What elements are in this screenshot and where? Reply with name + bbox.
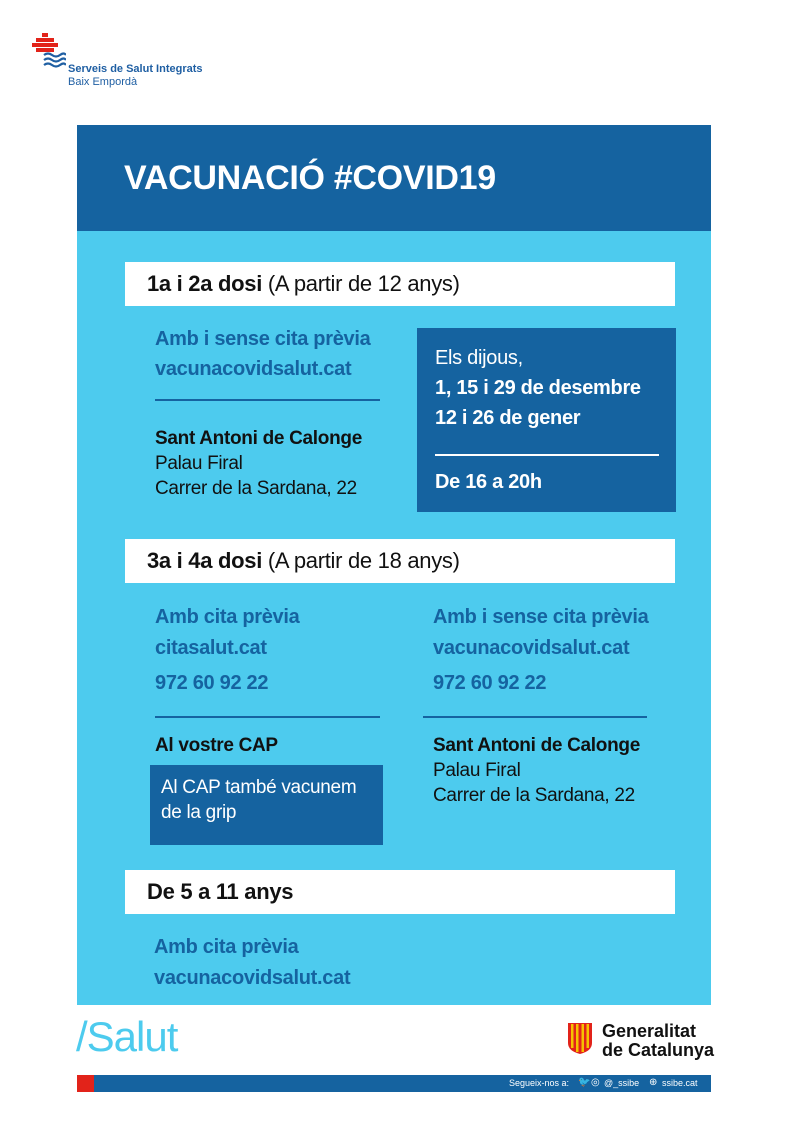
section2-right-cita: Amb i sense cita prèvia bbox=[433, 606, 649, 628]
section1-title: 1a i 2a dosi (A partir de 12 anys) bbox=[147, 271, 460, 296]
section2-left-web[interactable]: citasalut.cat bbox=[155, 637, 267, 659]
cap-note-box bbox=[150, 765, 383, 845]
section1-left-place: Sant Antoni de Calonge bbox=[155, 428, 362, 449]
generalitat-name-line1: Generalitat bbox=[602, 1021, 697, 1041]
cap-note-line2: de la grip bbox=[161, 802, 237, 823]
footer-bar bbox=[94, 1075, 711, 1092]
poster bbox=[77, 125, 711, 1005]
section2-right-web[interactable]: vacunacovidsalut.cat bbox=[433, 637, 630, 659]
section1-title-bar bbox=[125, 262, 675, 306]
section3-title-bar bbox=[125, 870, 675, 914]
logo-name: Serveis de Salut Integrats bbox=[68, 63, 203, 75]
section2-left-cita: Amb cita prèvia bbox=[155, 606, 300, 628]
divider bbox=[435, 454, 659, 456]
ssibe-logo-icon bbox=[32, 33, 66, 73]
generalitat-emblem-icon bbox=[566, 1021, 594, 1055]
social-handle[interactable]: @_ssibe bbox=[604, 1078, 640, 1088]
section2-left-place: Al vostre CAP bbox=[155, 735, 278, 756]
schedule-dates-1: 1, 15 i 29 de desembre bbox=[435, 377, 641, 399]
section1-left-web[interactable]: vacunacovidsalut.cat bbox=[155, 358, 352, 380]
logo-area: Baix Empordà bbox=[68, 76, 138, 88]
site-link[interactable]: ssibe.cat bbox=[662, 1078, 698, 1088]
schedule-intro: Els dijous, bbox=[435, 347, 523, 369]
section2-title: 3a i 4a dosi (A partir de 18 anys) bbox=[147, 548, 460, 573]
section1-schedule-box bbox=[417, 328, 676, 512]
section2-right-phone[interactable]: 972 60 92 22 bbox=[433, 672, 547, 694]
follow-label: Segueix-nos a: bbox=[509, 1078, 570, 1088]
red-accent-square bbox=[77, 1075, 94, 1092]
section1-left-cita: Amb i sense cita prèvia bbox=[155, 328, 371, 350]
section2-right-venue: Palau Firal bbox=[433, 760, 521, 781]
globe-icon: ⊕ bbox=[649, 1077, 658, 1088]
twitter-icon[interactable]: 🐦 bbox=[578, 1077, 591, 1088]
schedule-hours: De 16 a 20h bbox=[435, 471, 542, 493]
generalitat-name-line2: de Catalunya bbox=[602, 1040, 715, 1060]
divider bbox=[423, 716, 647, 718]
section2-title-bar bbox=[125, 539, 675, 583]
schedule-dates-2: 12 i 26 de gener bbox=[435, 407, 581, 429]
divider bbox=[155, 399, 380, 401]
section2-left-phone[interactable]: 972 60 92 22 bbox=[155, 672, 269, 694]
section3-web[interactable]: vacunacovidsalut.cat bbox=[154, 967, 351, 989]
section3-title: De 5 a 11 anys bbox=[147, 879, 294, 904]
cap-note-line1: Al CAP també vacunem bbox=[161, 777, 357, 798]
section2-right-address: Carrer de la Sardana, 22 bbox=[433, 785, 635, 806]
section3-cita: Amb cita prèvia bbox=[154, 936, 299, 958]
section1-left-address: Carrer de la Sardana, 22 bbox=[155, 478, 357, 499]
salut-logo: /Salut bbox=[76, 1013, 178, 1060]
page-title: VACUNACIÓ #COVID19 bbox=[124, 159, 496, 197]
section2-right-place: Sant Antoni de Calonge bbox=[433, 735, 640, 756]
divider bbox=[155, 716, 380, 718]
header-band bbox=[77, 125, 711, 231]
section1-left-venue: Palau Firal bbox=[155, 453, 243, 474]
instagram-icon[interactable]: ◎ bbox=[591, 1077, 600, 1088]
